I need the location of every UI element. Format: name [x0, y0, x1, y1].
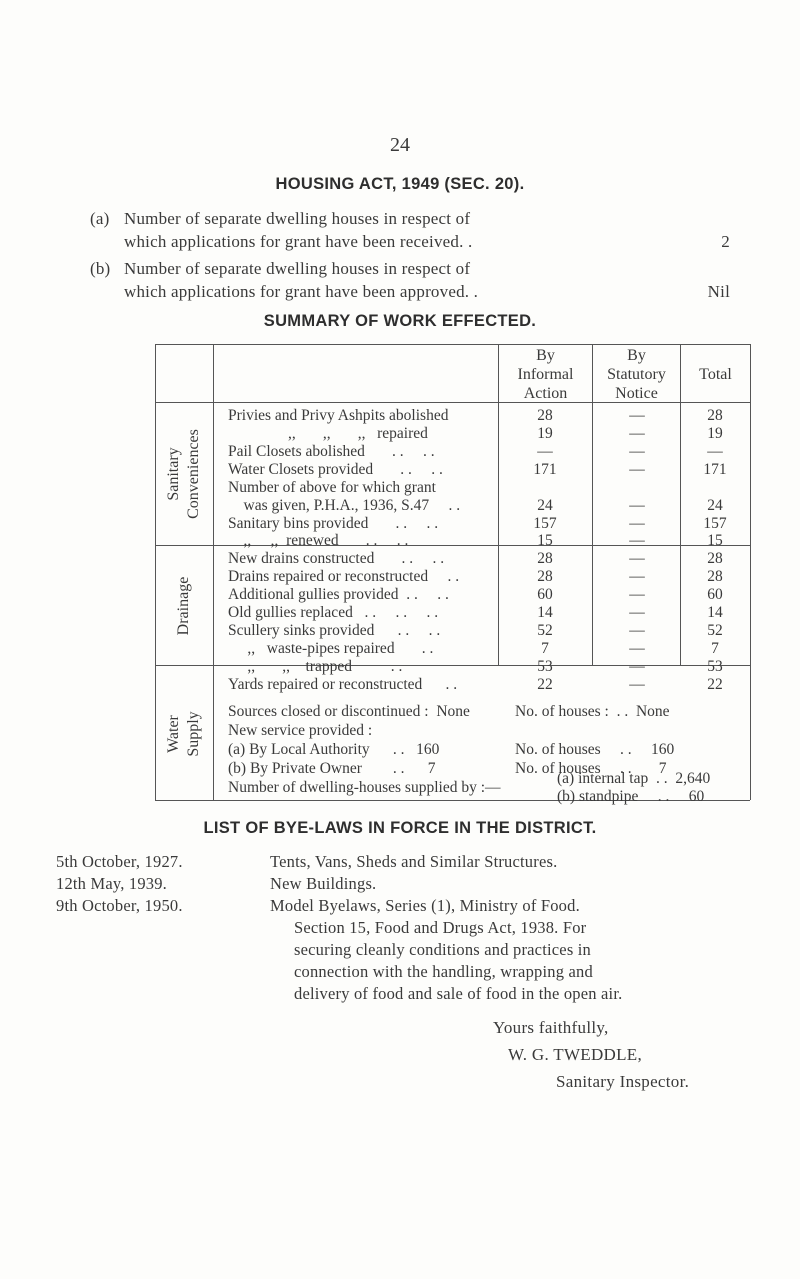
cell-total: 60 — [707, 586, 723, 603]
cell-informal: 157 — [533, 515, 557, 532]
cell-informal: 7 — [541, 640, 549, 657]
cell-total: 157 — [703, 515, 727, 532]
table-row-label: Old gullies replaced . . . . . . — [228, 604, 439, 621]
table-row-label: Water Closets provided . . . . — [228, 461, 443, 478]
cell-total: 28 — [707, 407, 723, 424]
cell-informal: 28 — [537, 407, 553, 424]
cell-statutory: — — [629, 532, 645, 549]
table-row-label: was given, P.H.A., 1936, S.47 . . — [228, 497, 461, 514]
section-label-water: Water Supply — [165, 711, 202, 757]
col-header-informal — [499, 346, 592, 403]
cell-statutory: — — [629, 443, 645, 460]
cell-informal: 60 — [537, 586, 553, 603]
signature-closing: Yours faithfully, — [493, 1018, 609, 1037]
table-row-label: Yards repaired or reconstructed . . — [228, 676, 458, 693]
table-row-label: Additional gullies provided . . . . — [228, 586, 449, 603]
cell-total: 28 — [707, 550, 723, 567]
cell-statutory: — — [629, 640, 645, 657]
cell-informal: 171 — [533, 461, 557, 478]
cell-statutory: — — [629, 550, 645, 567]
water-sources-houses: No. of houses : . . None — [515, 703, 670, 720]
cell-informal: 22 — [537, 676, 553, 693]
table-row-label: ,, ,, ,, repaired — [288, 425, 428, 442]
header-line: Statutory — [607, 366, 666, 383]
table-row-label: Pail Closets abolished . . . . — [228, 443, 435, 460]
header-line: Action — [523, 385, 568, 402]
housing-item-b — [90, 257, 750, 303]
byelaws-titles — [270, 851, 750, 1005]
header-line: Notice — [615, 385, 658, 402]
header-line: By — [627, 347, 646, 364]
cell-informal: 14 — [537, 604, 553, 621]
cell-informal: 53 — [537, 658, 553, 675]
water-sources-closed: Sources closed or discontinued : None — [228, 703, 470, 720]
water-private-owner: (b) By Private Owner . . 7 — [228, 760, 436, 777]
table-side-rule — [213, 344, 214, 800]
cell-statutory: — — [629, 497, 645, 514]
cell-statutory: — — [629, 622, 645, 639]
byelaw-line: connection with the handling, wrapping and — [294, 962, 593, 981]
cell-statutory: — — [629, 568, 645, 585]
summary-heading: SUMMARY OF WORK EFFECTED. — [263, 312, 537, 330]
cell-statutory: — — [629, 425, 645, 442]
housing-act-heading: HOUSING ACT, 1949 (SEC. 20). — [275, 175, 525, 193]
cell-total: 171 — [703, 461, 727, 478]
water-local-authority: (a) By Local Authority . . 160 — [228, 741, 440, 758]
table-row-label: ,, ,, trapped . . — [228, 658, 403, 675]
header-line: By — [536, 347, 555, 364]
table-row-label: Privies and Privy Ashpits abolished — [228, 407, 449, 424]
table-row-label: ,, waste-pipes repaired . . — [228, 640, 434, 657]
signature-title: Sanitary Inspector. — [556, 1072, 690, 1091]
byelaw-line: Tents, Vans, Sheds and Similar Structures. — [270, 852, 558, 871]
byelaw-date: 12th May, 1939. — [56, 874, 168, 893]
cell-statutory: — — [629, 407, 645, 424]
byelaw-line: securing cleanly conditions and practices in — [294, 940, 591, 959]
item-line: which applications for grant have been approved. . — [124, 282, 479, 301]
section-label-drainage: Drainage — [175, 576, 192, 636]
cell-total: 14 — [707, 604, 723, 621]
cell-total: 24 — [707, 497, 723, 514]
item-label: (a) — [90, 209, 110, 228]
byelaw-line: Section 15, Food and Drugs Act, 1938. For — [294, 918, 587, 937]
water-po-houses: No. of houses . . 7 — [515, 760, 667, 777]
item-line: Number of separate dwelling houses in respect of — [124, 209, 471, 228]
byelaws-heading: LIST OF BYE-LAWS IN FORCE IN THE DISTRICT. — [203, 819, 597, 837]
byelaw-date: 9th October, 1950. — [56, 896, 183, 915]
cell-total: 15 — [707, 532, 723, 549]
cell-informal: — — [537, 443, 553, 460]
item-label: (b) — [90, 259, 111, 278]
section-label-sanitary: Sanitary Conveniences — [165, 429, 202, 519]
cell-total: 19 — [707, 425, 723, 442]
table-row-label: Scullery sinks provided . . . . — [228, 622, 441, 639]
cell-informal: 28 — [537, 568, 553, 585]
byelaws-dates — [56, 851, 256, 917]
water-standpipe: (b) standpipe . . 60 — [557, 788, 705, 805]
cell-statutory: — — [629, 586, 645, 603]
col-header-total: Total — [699, 366, 732, 383]
table-top-rule — [155, 344, 750, 345]
cell-statutory: — — [629, 676, 645, 693]
housing-item-a — [90, 207, 750, 253]
cell-statutory: — — [629, 658, 645, 675]
cell-total: 7 — [711, 640, 719, 657]
table-row-label: Sanitary bins provided . . . . — [228, 515, 439, 532]
cell-statutory: — — [629, 515, 645, 532]
water-supplied-by: Number of dwelling-houses supplied by :— — [228, 779, 501, 796]
byelaw-date: 5th October, 1927. — [56, 852, 183, 871]
cell-informal: 24 — [537, 497, 553, 514]
cell-informal: 52 — [537, 622, 553, 639]
water-internal-tap: (a) internal tap . . 2,640 — [557, 770, 711, 787]
item-value: 2 — [721, 232, 730, 251]
table-left-rule — [155, 344, 156, 800]
byelaw-line: delivery of food and sale of food in the open air. — [294, 984, 623, 1003]
cell-statutory: — — [629, 604, 645, 621]
cell-total: 28 — [707, 568, 723, 585]
cell-informal: 15 — [537, 532, 553, 549]
cell-informal: 28 — [537, 550, 553, 567]
cell-total: 52 — [707, 622, 723, 639]
table-row-label: New drains constructed . . . . — [228, 550, 445, 567]
table-row-label: Number of above for which grant — [228, 479, 436, 496]
cell-statutory: — — [629, 461, 645, 478]
water-new-service: New service provided : — [228, 722, 373, 739]
item-line: Number of separate dwelling houses in respect of — [124, 259, 471, 278]
cell-total: 53 — [707, 658, 723, 675]
byelaw-line: Model Byelaws, Series (1), Ministry of Food. — [270, 896, 580, 915]
byelaw-line: New Buildings. — [270, 874, 377, 893]
col-header-statutory — [593, 346, 680, 403]
item-line: which applications for grant have been received. . — [124, 232, 473, 251]
cell-informal: 19 — [537, 425, 553, 442]
page-number: 24 — [390, 134, 410, 156]
item-value: Nil — [707, 282, 730, 301]
water-la-houses: No. of houses . . 160 — [515, 741, 675, 758]
cell-total: — — [707, 443, 723, 460]
cell-total: 22 — [707, 676, 723, 693]
header-line: Informal — [517, 366, 574, 383]
table-row-label: ,, ,, renewed . . . . — [228, 532, 409, 549]
table-row-label: Drains repaired or reconstructed . . — [228, 568, 460, 585]
signature-name: W. G. TWEDDLE, — [508, 1045, 643, 1064]
